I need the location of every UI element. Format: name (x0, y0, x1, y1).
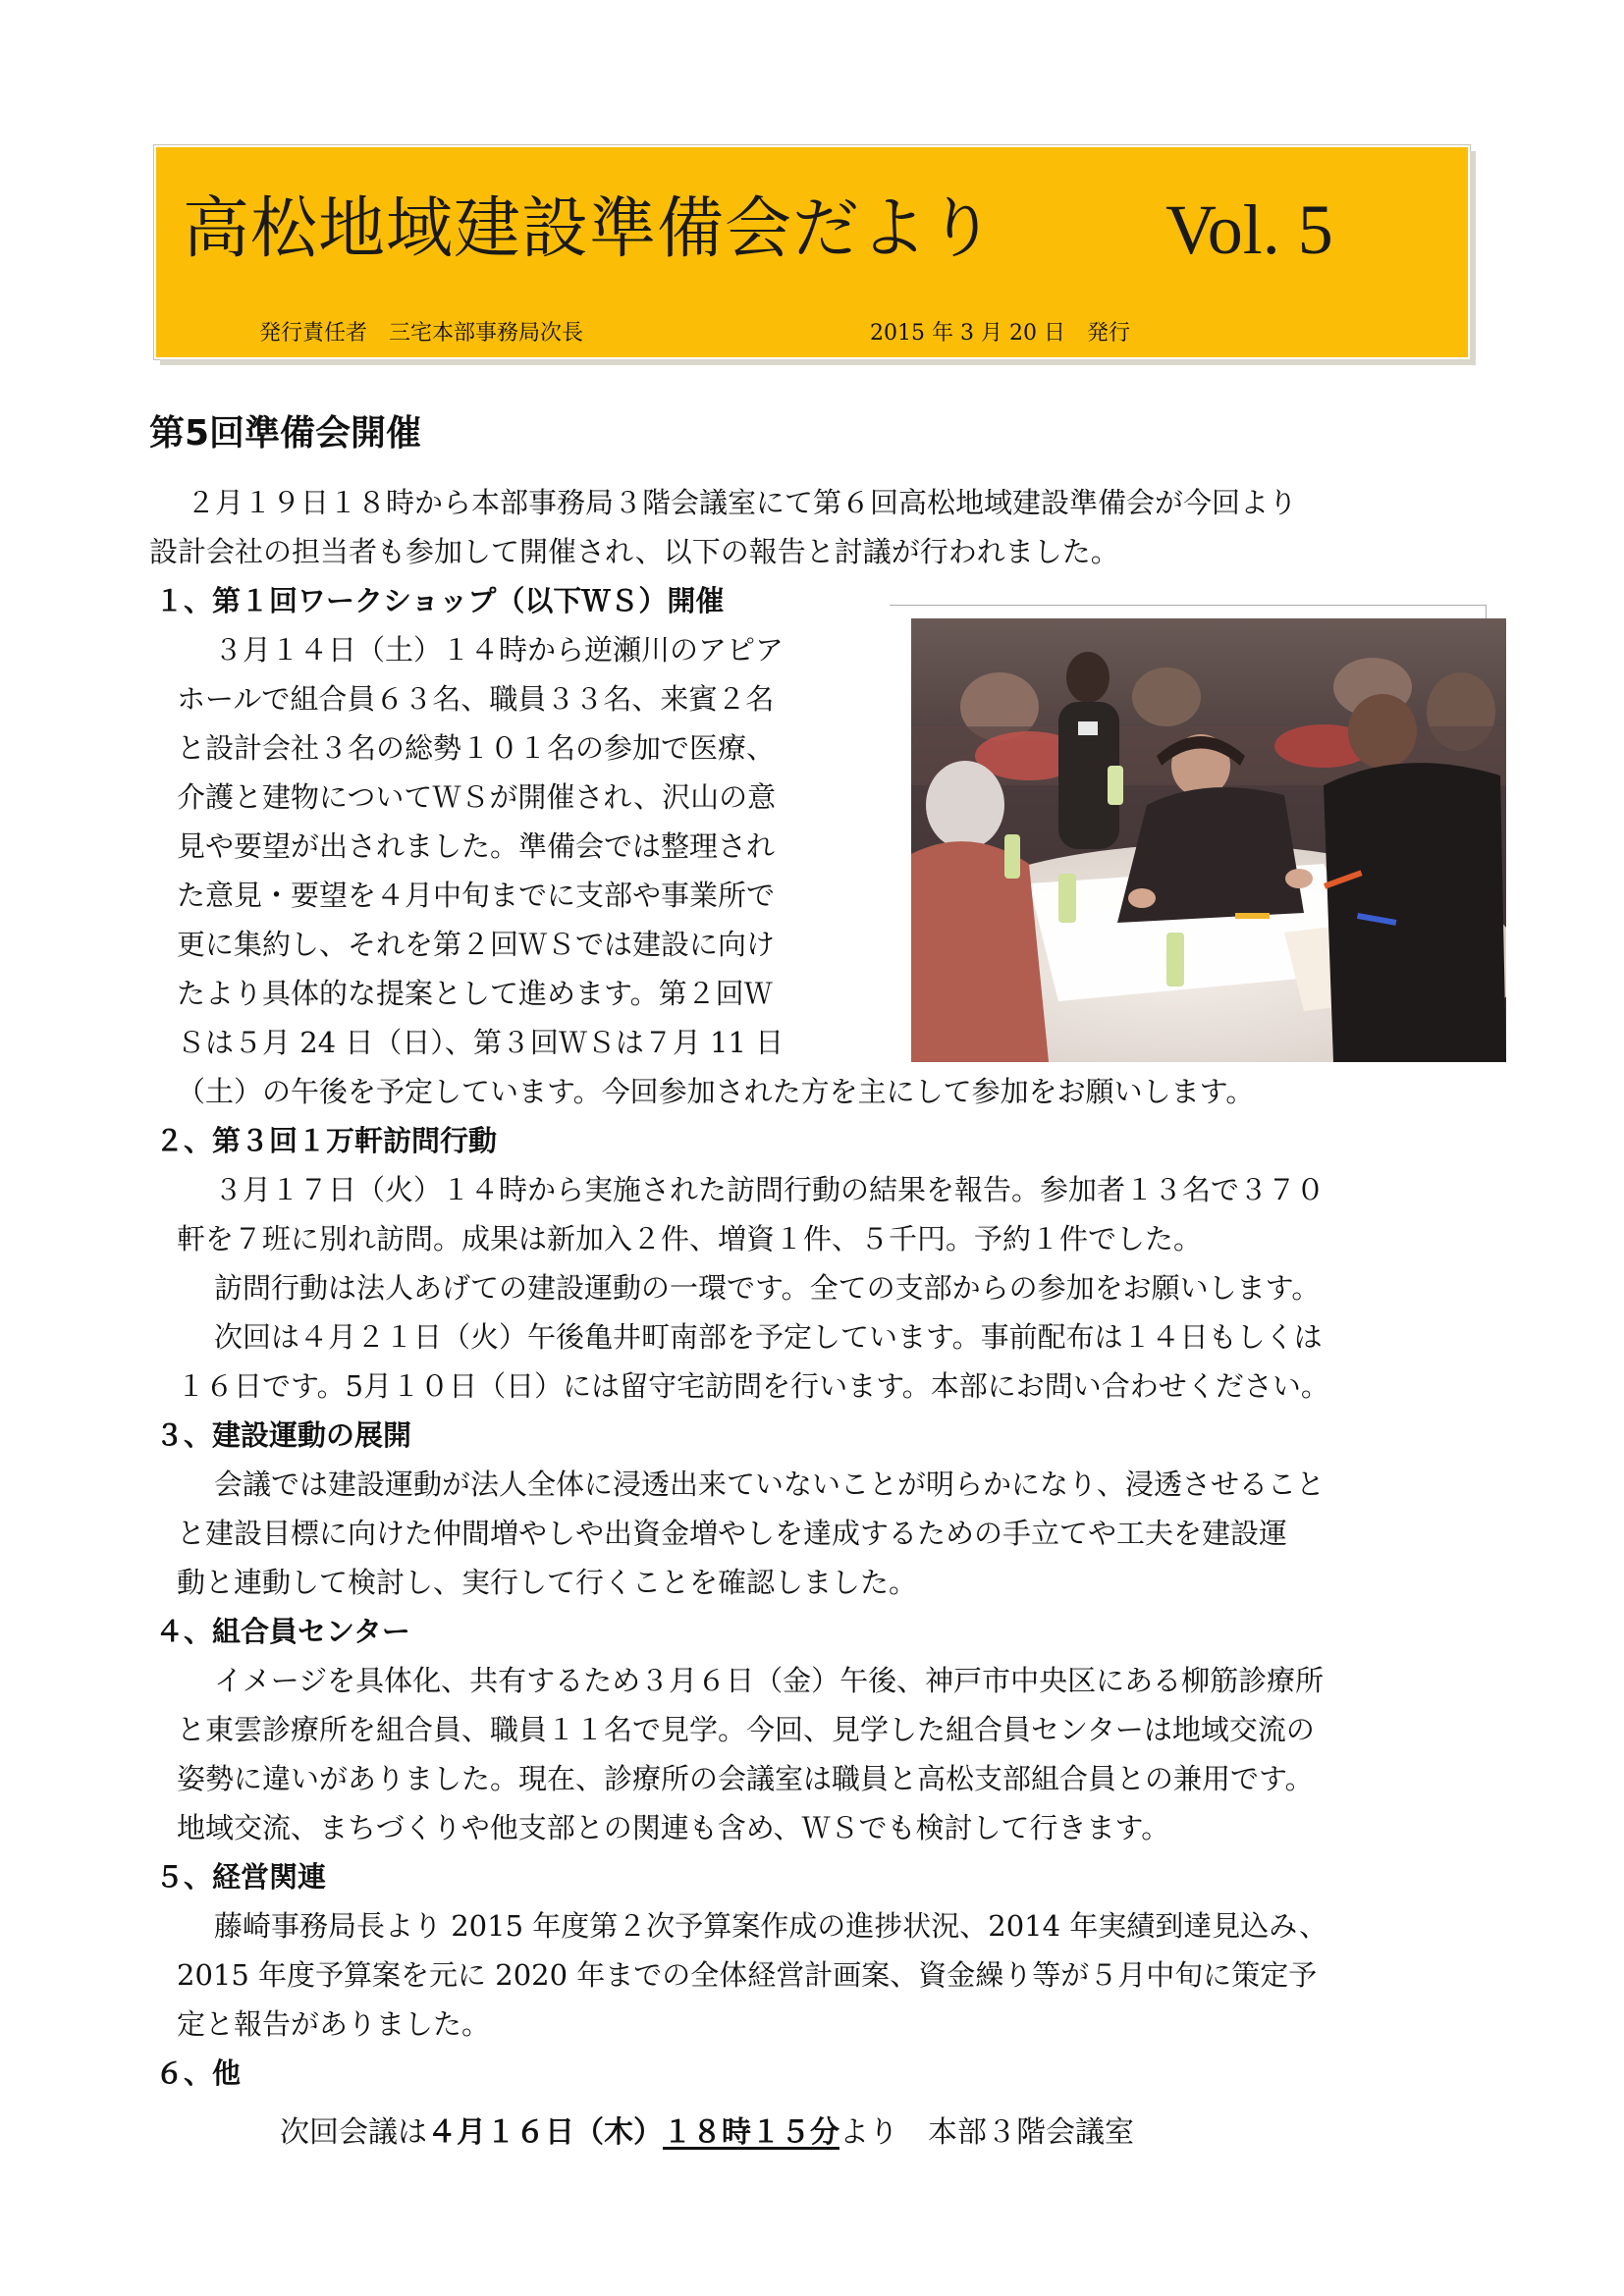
intro-line: 設計会社の担当者も参加して開催され、以下の報告と討議が行われました。 (149, 535, 1119, 568)
section-line: と東雲診療所を組合員、職員１１名で見学。今回、見学した組合員センターは地域交流の (177, 1713, 1315, 1746)
section-line: 動と連動して検討し、実行して行くことを確認しました。 (177, 1566, 918, 1599)
section-line: ３月１７日（火）１４時から実施された訪問行動の結果を報告。参加者１３名で３７０ (214, 1173, 1326, 1206)
section-line: た意見・要望を４月中旬までに支部や事業所で (177, 879, 776, 912)
page-heading: 第5回準備会開催 (149, 413, 422, 454)
photo-frame-top (890, 605, 1487, 607)
section-line: 2015 年度予算案を元に 2020 年までの全体経営計画案、資金繰り等が５月中旬に策定予 (177, 1958, 1318, 1992)
newsletter-title: 高松地域建設準備会だより (183, 190, 997, 268)
section-line: 姿勢に違いがありました。現在、診療所の会議室は職員と高松支部組合員との兼用です。 (177, 1762, 1314, 1795)
issue-date: 2015 年 3 月 20 日 発行 (870, 321, 1130, 346)
next-meeting-line (280, 2112, 1134, 2154)
section-line: ３月１４日（土）１４時から逆瀬川のアピア (214, 633, 785, 667)
intro-line: ２月１９日１８時から本部事務局３階会議室にて第６回高松地域建設準備会が今回より (187, 486, 1298, 519)
section-line: （土）の午後を予定しています。今回参加された方を主にして参加をお願いします。 (177, 1075, 1255, 1108)
photo-frame-right (1486, 605, 1488, 618)
next-meeting-time: １８時１５分 (663, 2115, 839, 2150)
next-meeting-prefix: 次回会議は (280, 2115, 427, 2150)
section-line: 地域交流、まちづくりや他支部との関連も含め、ＷＳでも検討して行きます。 (177, 1811, 1170, 1844)
section-title: １、第１回ワークショップ（以下ＷＳ）開催 (155, 584, 725, 617)
newsletter-banner (154, 145, 1470, 359)
section-line: Ｓは５月 24 日（日）、第３回ＷＳは７月 11 日 (177, 1026, 785, 1059)
section-title: ３、建設運動の展開 (155, 1418, 412, 1452)
section-line: 介護と建物についてＷＳが開催され、沢山の意 (177, 780, 777, 814)
publisher-line: 発行責任者 三宅本部事務局次長 (259, 321, 584, 346)
section-line: と設計会社３名の総勢１０１名の参加で医療、 (177, 731, 776, 765)
volume-number: Vol. 5 (1165, 190, 1333, 269)
section-line: 定と報告がありました。 (177, 2007, 491, 2041)
section-line: 藤崎事務局長より 2015 年度第２次予算案作成の進捗状況、2014 年実績到達見込み、 (214, 1909, 1328, 1943)
next-meeting-suffix: より 本部３階会議室 (839, 2115, 1134, 2150)
section-title: ４、組合員センター (155, 1615, 410, 1648)
section-line: 見や要望が出されました。準備会では整理され (177, 829, 776, 863)
section-line: と建設目標に向けた仲間増やしや出資金増やしを達成するための手立てや工夫を建設運 (177, 1517, 1288, 1550)
section-line: 訪問行動は法人あげての建設運動の一環です。全ての支部からの参加をお願いします。 (214, 1271, 1321, 1305)
section-title: ５、経営関連 (155, 1860, 327, 1894)
section-line: たより具体的な提案として進めます。第２回Ｗ (177, 977, 773, 1010)
section-line: 次回は４月２１日（火）午後亀井町南部を予定しています。事前配布は１４日もしくは (214, 1320, 1323, 1354)
workshop-photo (911, 618, 1506, 1062)
section-title: ２、第３回１万軒訪問行動 (155, 1124, 498, 1157)
next-meeting-date: ４月１６日（木） (427, 2115, 663, 2150)
section-line: 更に集約し、それを第２回ＷＳでは建設に向け (177, 928, 776, 961)
section-line: 軒を７班に別れ訪問。成果は新加入２件、増資１件、５千円。予約１件でした。 (177, 1222, 1203, 1255)
section-line: 会議では建設運動が法人全体に浸透出来ていないことが明らかになり、浸透させること (214, 1468, 1326, 1501)
section-line: ホールで組合員６３名、職員３３名、来賓２名 (177, 682, 775, 716)
section-line: イメージを具体化、共有するため３月６日（金）午後、神戸市中央区にある柳筋診療所 (214, 1664, 1325, 1697)
section-line: １６日です。5月１０日（日）には留守宅訪問を行います。本部にお問い合わせください。 (177, 1369, 1329, 1403)
section-title: ６、他 (155, 2056, 242, 2090)
